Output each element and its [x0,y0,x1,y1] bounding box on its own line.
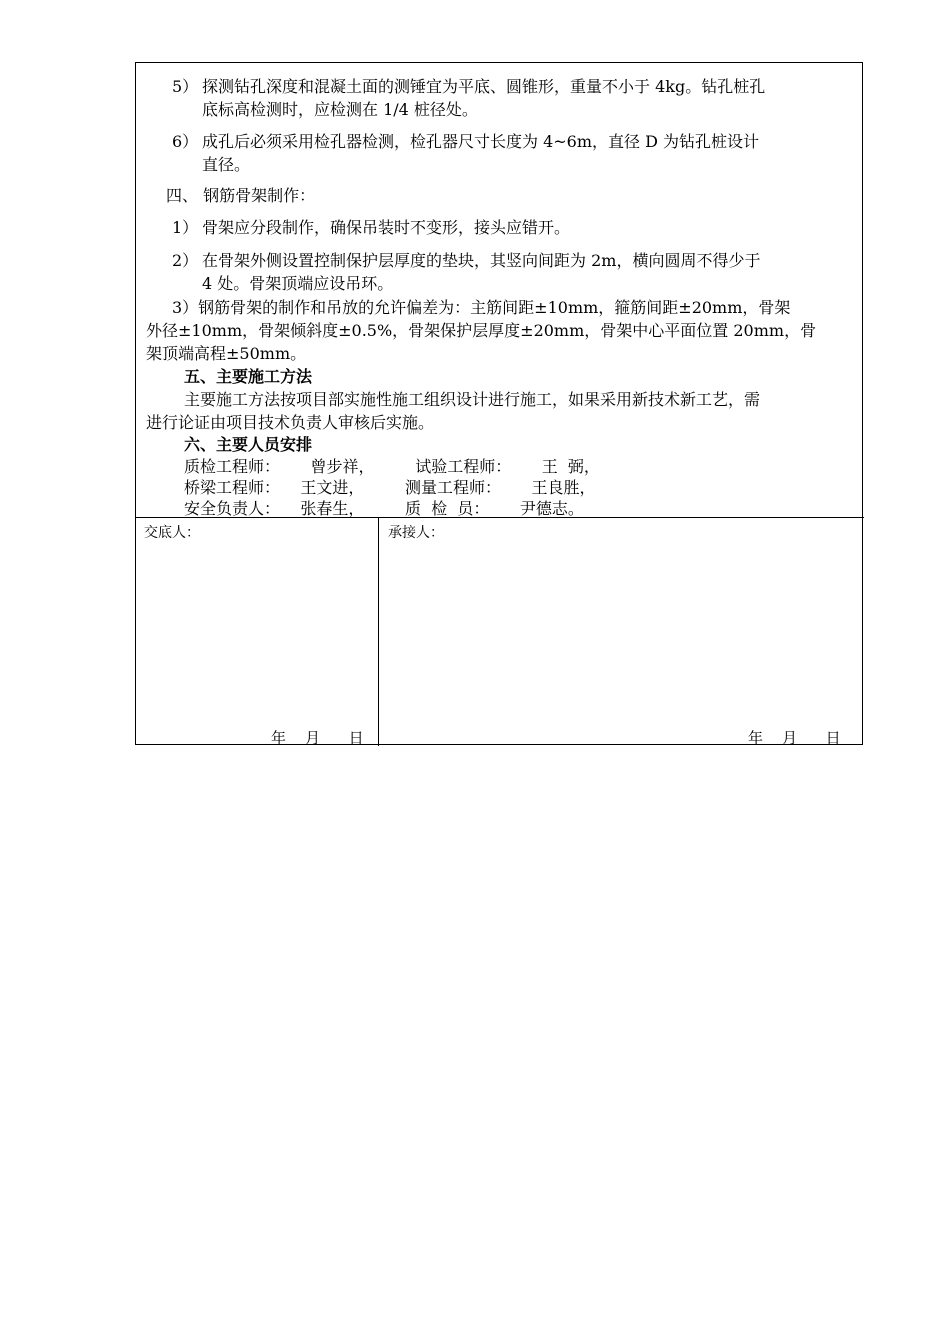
item-6-number: 6） [172,132,199,151]
content-cell [136,63,864,517]
receiver-label: 承接人： [388,525,444,541]
handover-date: 年 月 日 [271,729,364,747]
receiver-date: 年 月 日 [748,729,841,747]
item-5-line-1: 探测钻孔深度和混凝土面的测锤宜为平底、圆锥形，重量不小于 4kg。钻孔桩孔 [202,77,766,96]
section-4-item-1-number: 1） [172,218,199,237]
table-divider [136,517,864,518]
section-4-item-3-line-3: 架顶端高程±50mm。 [146,344,307,363]
section-4-title: 四、 钢筋骨架制作： [166,186,316,205]
handover-person-label: 交底人： [144,525,200,541]
section-5-line-2: 进行论证由项目技术负责人审核后实施。 [146,413,435,432]
personnel-row-3: 安全负责人： 张春生， 质 检 员： 尹德志。 [184,499,584,518]
personnel-row-2: 桥梁工程师： 王文进， 测量工程师： 王良胜， [184,478,596,497]
section-5-title: 五、主要施工方法 [184,367,313,386]
item-5-number: 5） [172,77,199,96]
section-4-item-3-line-2: 外径±10mm，骨架倾斜度±0.5%，骨架保护层厚度±20mm，骨架中心平面位置 20mm，骨 [146,321,817,340]
signature-column-divider [378,517,379,746]
section-4-item-3-line-1: 3）钢筋骨架的制作和吊放的允许偏差为：主筋间距±10mm，箍筋间距±20mm，骨架 [172,298,791,317]
document-table [135,62,863,745]
section-4-item-2-line-2: 4 处。骨架顶端应设吊环。 [202,274,394,293]
personnel-row-1: 质检工程师： 曾步祥， 试验工程师： 王 弼， [184,457,600,476]
item-5-line-2: 底标高检测时，应检测在 1/4 桩径处。 [202,100,478,119]
section-6-title: 六、主要人员安排 [184,435,313,454]
section-5-line-1: 主要施工方法按项目部实施性施工组织设计进行施工，如果采用新技术新工艺，需 [184,390,761,409]
item-6-line-1: 成孔后必须采用检孔器检测，检孔器尺寸长度为 4~6m，直径 D 为钻孔桩设计 [202,132,760,151]
item-6-line-2: 直径。 [202,155,251,174]
section-4-item-2-number: 2） [172,251,199,270]
section-4-item-1-text: 骨架应分段制作，确保吊装时不变形，接头应错开。 [202,218,571,237]
section-4-item-2-line-1: 在骨架外侧设置控制保护层厚度的垫块，其竖向间距为 2m，横向圆周不得少于 [202,251,761,270]
